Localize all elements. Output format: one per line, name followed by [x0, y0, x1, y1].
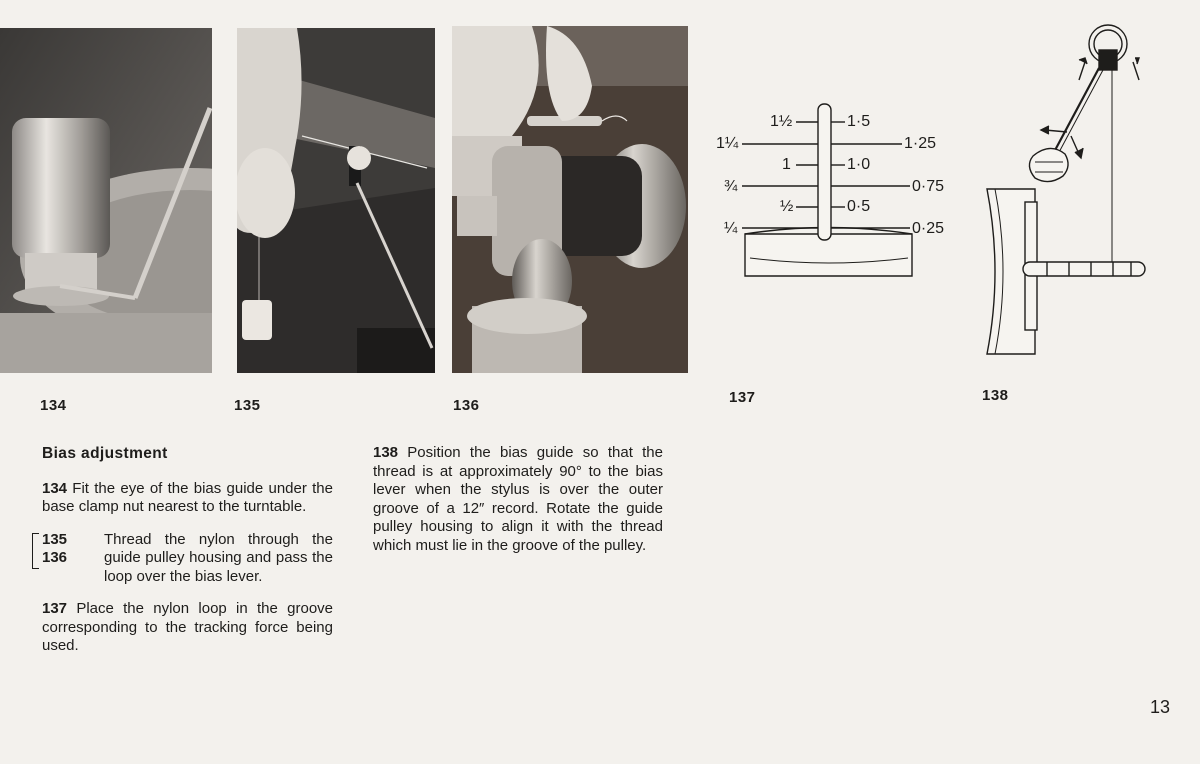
paragraph-138-number: 138	[373, 444, 399, 461]
scale-right-label-4: 0·75	[912, 178, 945, 195]
photo-135-thread-pulley	[237, 28, 435, 373]
scale-right-label-1: 1·5	[847, 113, 871, 130]
paragraph-135-136	[42, 531, 333, 587]
section-title: Bias adjustment	[42, 445, 168, 462]
photo-135-image	[237, 28, 435, 373]
scale-left-label-2: 1¼	[716, 135, 739, 152]
scale-right-label-5: 0·5	[847, 198, 871, 215]
photo-134-image	[0, 28, 212, 373]
text-column-right	[373, 444, 663, 569]
scale-right-label-3: 1·0	[847, 156, 871, 173]
paragraph-135-136-text: Thread the nylon through the guide pulley housing and pass the loop over the bias lever.	[104, 530, 333, 585]
scale-left-label-6: ¼	[724, 220, 738, 237]
scale-left-label-5: ½	[780, 198, 794, 215]
diagram-138-bias-guide-position	[975, 14, 1160, 359]
paragraph-134-number: 134	[42, 479, 68, 497]
diagram-137-drawing	[712, 96, 972, 296]
paragraph-134-text: Fit the eye of the bias guide under the base clamp nut nearest to the turntable.	[42, 479, 333, 515]
scale-right-label-6: 0·25	[912, 220, 945, 237]
scale-left-label-3: 1	[782, 156, 791, 173]
paragraph-137-number: 137	[42, 600, 68, 617]
paragraph-135-136-numbers	[42, 531, 67, 568]
diagram-137-tracking-force-scale	[712, 96, 972, 296]
scale-left-label-4: ¾	[724, 178, 738, 195]
paragraph-138	[373, 444, 663, 555]
photo-136-bias-lever	[452, 26, 688, 373]
paragraph-137-text: Place the nylon loop in the groove corresponding to the tracking force being used.	[42, 600, 333, 654]
paragraph-134	[42, 480, 333, 517]
figure-number-135: 135	[234, 397, 261, 414]
bracket-mark	[32, 533, 39, 569]
paragraph-137	[42, 600, 333, 656]
photo-136-image	[452, 26, 688, 373]
page-number: 13	[1150, 697, 1171, 717]
paragraph-138-text: Position the bias guide so that the thread is at approximately 90° to the bias lever when the stylus is over the outer groove of a 12″ record. Rotate the guide pulley housing to align it with the thread which must lie in the groove of the pulley.	[373, 444, 663, 554]
text-column-left	[42, 445, 333, 670]
paragraph-135-number: 135	[42, 530, 68, 548]
photo-134-clamp-nut	[0, 28, 212, 373]
paragraph-136-number: 136	[42, 549, 68, 566]
scale-left-label-1: 1½	[770, 113, 793, 130]
figure-number-137: 137	[729, 389, 756, 406]
figure-number-136: 136	[453, 397, 480, 414]
diagram-138-drawing	[975, 14, 1160, 359]
figure-number-138: 138	[982, 387, 1009, 404]
scale-right-label-2: 1·25	[904, 135, 937, 152]
figure-number-134: 134	[40, 397, 67, 414]
